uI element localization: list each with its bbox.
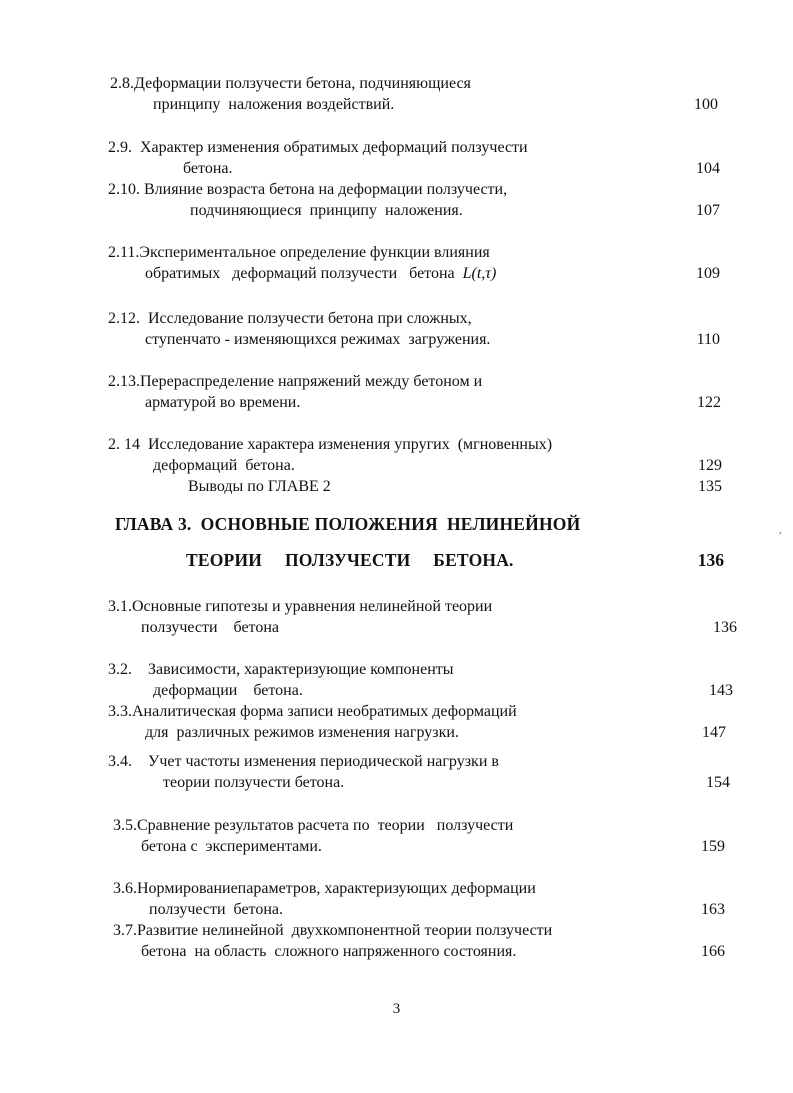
toc-entry-3-6-page: 163 — [701, 901, 725, 918]
toc-entry-2-8-title: 2.8.Деформации ползучести бетона, подчиняющиеся — [110, 75, 471, 92]
page-number: 3 — [392, 1001, 401, 1017]
toc-entry-3-7-page: 166 — [701, 943, 725, 960]
toc-entry-3-5-page: 159 — [701, 838, 725, 855]
toc-entry-3-3-title-cont: для различных режимов изменения нагрузки. — [145, 724, 459, 741]
toc-entry-2-14-title: 2. 14 Исследование характера изменения упругих (мгновенных) — [108, 436, 553, 453]
toc-entry-2-14-page: 129 — [698, 457, 722, 474]
chapter-3-page: 136 — [697, 550, 724, 570]
toc-entry-3-3-page: 147 — [702, 724, 726, 741]
toc-entry-2-10-title-cont: подчиняющиеся принципу наложения. — [190, 202, 463, 219]
toc-entry-3-5-title-cont: бетона с экспериментами. — [141, 838, 322, 855]
toc-entry-2-11-text: обратимых деформаций ползучести бетона — [145, 265, 455, 282]
toc-entry-2-11-page: 109 — [696, 265, 720, 282]
toc-entry-3-2-title: 3.2. Зависимости, характеризующие компоненты — [108, 661, 454, 678]
toc-entry-2-11-title: 2.11.Экспериментальное определение функции влияния — [108, 244, 490, 261]
toc-entry-3-5-title: 3.5.Сравнение результатов расчета по теории ползучести — [113, 817, 514, 834]
toc-entry-2-14-title-cont: деформаций бетона. — [153, 457, 295, 474]
toc-entry-2-11-title-cont — [145, 264, 496, 284]
toc-entry-2-10-title: 2.10. Влияние возраста бетона на деформации ползучести, — [108, 181, 508, 198]
toc-entry-2-13-title: 2.13.Перераспределение напряжений между бетоном и — [108, 373, 483, 390]
toc-entry-conclusions-ch2-page: 135 — [698, 478, 722, 495]
toc-entry-3-1-title: 3.1.Основные гипотезы и уравнения нелинейной теории — [108, 598, 493, 615]
toc-entry-3-6-title: 3.6.Нормированиепараметров, характеризующих деформации — [113, 880, 536, 897]
toc-entry-3-1-page: 136 — [713, 619, 737, 636]
formula-L-t-tau: L(t,τ) — [462, 265, 497, 282]
toc-entry-conclusions-ch2: Выводы по ГЛАВЕ 2 — [188, 478, 331, 495]
toc-entry-2-9-title: 2.9. Характер изменения обратимых деформаций ползучести — [108, 139, 528, 156]
toc-entry-2-12-title: 2.12. Исследование ползучести бетона при сложных, — [108, 310, 472, 327]
scan-speck: , — [779, 525, 782, 536]
toc-entry-2-10-page: 107 — [696, 202, 720, 219]
toc-entry-3-1-title-cont: ползучести бетона — [141, 619, 279, 636]
toc-entry-3-4-title-cont: теории ползучести бетона. — [163, 774, 345, 791]
toc-entry-3-2-page: 143 — [709, 682, 733, 699]
toc-entry-3-7-title: 3.7.Развитие нелинейной двухкомпонентной теории ползучести — [113, 922, 553, 939]
toc-entry-3-4-title: 3.4. Учет частоты изменения периодической нагрузки в — [108, 753, 499, 770]
toc-entry-2-13-title-cont: арматурой во времени. — [145, 394, 301, 411]
toc-entry-2-8-title-cont: принципу наложения воздействий. — [153, 96, 395, 113]
toc-entry-2-8-page: 100 — [694, 96, 718, 113]
toc-entry-3-2-title-cont: деформации бетона. — [153, 682, 303, 699]
toc-entry-2-13-page: 122 — [697, 394, 721, 411]
chapter-3-heading-cont: ТЕОРИИ ПОЛЗУЧЕСТИ БЕТОНА. — [186, 550, 514, 570]
chapter-3-heading: ГЛАВА 3. ОСНОВНЫЕ ПОЛОЖЕНИЯ НЕЛИНЕЙНОЙ — [115, 514, 581, 534]
toc-entry-3-6-title-cont: ползучести бетона. — [149, 901, 283, 918]
toc-entry-2-12-title-cont: ступенчато - изменяющихся режимах загружения. — [145, 331, 491, 348]
toc-entry-2-12-page: 110 — [696, 331, 720, 348]
toc-entry-2-9-title-cont: бетона. — [183, 160, 233, 177]
toc-entry-2-9-page: 104 — [696, 160, 720, 177]
toc-entry-3-4-page: 154 — [706, 774, 730, 791]
toc-entry-3-7-title-cont: бетона на область сложного напряженного состояния. — [141, 943, 517, 960]
toc-entry-3-3-title: 3.3.Аналитическая форма записи необратимых деформаций — [108, 703, 517, 720]
